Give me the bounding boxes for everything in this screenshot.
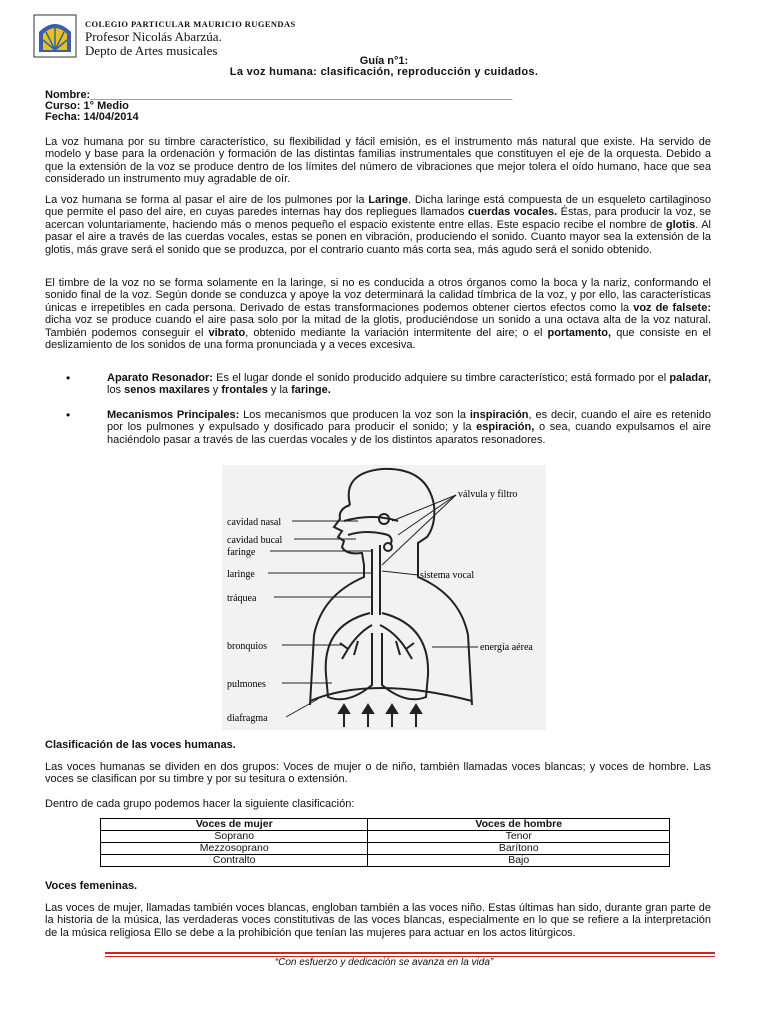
bullet-icon: • xyxy=(66,408,71,422)
table-cell: Bajo xyxy=(368,855,670,867)
text-run: Es el lugar donde el sonido producido adquiere su timbre característico; está formado por el xyxy=(212,372,670,384)
table-header: Voces de hombre xyxy=(368,819,670,831)
school-logo xyxy=(33,14,77,58)
label-bronquios: bronquios xyxy=(227,641,267,652)
classification-heading: Clasificación de las voces humanas. xyxy=(45,739,236,751)
term-inspiracion: inspiración xyxy=(469,409,529,421)
text-run: , obtenido mediante la variación intermitente del aire; o el xyxy=(245,326,548,339)
term-laringe: Laringe xyxy=(368,194,408,206)
bullet-icon: • xyxy=(66,371,71,385)
classification-paragraph: Las voces humanas se dividen en dos grupos: Voces de mujer o de niño, también llamadas voces blancas; y voces de hombre. Las voces se clasifican por su timbre y por su tesitura o extensión. xyxy=(45,761,711,786)
table-row xyxy=(101,831,670,843)
name-field: Nombre:_____________________________________________________________________ xyxy=(45,89,513,101)
label-cavidad-bucal: cavidad bucal xyxy=(227,535,283,546)
text-run: La voz humana se forma al pasar el aire de los pulmones por la xyxy=(45,194,369,206)
text-run: y xyxy=(209,384,222,397)
text-run: . Al pasar el aire a través de las cuerdas vocales, estas se ponen en vibración, produciendo el sonido. Cuanto mayor sea la extensión de la glotis, más grave será el sonido que se produzca, por el contrario cuanto más corta sea, más agudo será el sonido obtenido. xyxy=(45,218,711,256)
term-vibrato: vibrato xyxy=(208,326,246,339)
term-paladar: paladar, xyxy=(669,372,711,384)
text-run: , es decir, cuando el aire es retenido por los pulmones y expulsado y dosificado para producir el sonido; y la xyxy=(107,409,711,434)
course-field: Curso: 1° Medio xyxy=(45,100,129,112)
table-cell: Soprano xyxy=(101,831,368,843)
label-sistema-vocal: sistema vocal xyxy=(420,570,475,581)
label-cavidad-nasal: cavidad nasal xyxy=(227,517,282,528)
term-senos-maxilares: senos maxilares xyxy=(124,384,210,397)
label-pulmones: pulmones xyxy=(227,679,266,690)
timbre-paragraph xyxy=(45,277,711,351)
text-run: dicha voz se produce cuando el aire pasa solo por la mitad de la glotis, produciéndose un sonido a una octava alta de la voz natural. También podemos conseguir el xyxy=(45,314,711,339)
female-voices-heading: Voces femeninas. xyxy=(45,880,138,892)
term-frontales: frontales xyxy=(221,384,268,397)
term-portamento: portamento, xyxy=(547,326,612,339)
bullet-title: Aparato Resonador: xyxy=(107,372,213,384)
label-diafragma: diafragma xyxy=(227,713,268,724)
footer-motto: “Con esfuerzo y dedicación se avanza en la vida” xyxy=(274,957,494,968)
date-field: Fecha: 14/04/2014 xyxy=(45,111,139,123)
vocal-system-diagram xyxy=(222,465,546,730)
label-energia-aerea: energía aérea xyxy=(480,642,533,653)
label-traquea: tráquea xyxy=(227,593,257,604)
text-run: Éstas, para producir la voz, se acercan voluntariamente, haciendo más o menos pequeño el espacio existente entre ellas. Este espacio recibe el nombre de xyxy=(45,206,711,231)
school-name: COLEGIO PARTICULAR MAURICIO RUGENDAS xyxy=(85,19,296,29)
female-voices-paragraph: Las voces de mujer, llamadas también voces blancas, engloban también a las voces niño. Estas últimas han sido, durante gran parte de la historia de la música, las verdaderas voces constitutivas de las voces blancas, especialmente en lo que se refiere a la interpretación de la música religiosa Ello se debe a la prohibición que tenían las mujeres para actuar en los actos litúrgicos. xyxy=(45,902,711,939)
table-cell: Mezzosoprano xyxy=(101,843,368,855)
bullet-resonator xyxy=(107,372,711,397)
table-row xyxy=(101,843,670,855)
larynx-paragraph xyxy=(45,194,711,256)
text-run: los xyxy=(107,384,125,397)
text-run: . Dicha laringe está compuesta de un esqueleto cartilaginoso que permite el paso del aire, en cuyas paredes internas hay dos repliegues llamados xyxy=(45,194,712,219)
guide-number: Guía n°1: xyxy=(359,55,409,67)
classification-intro: Dentro de cada grupo podemos hacer la siguiente clasificación: xyxy=(45,798,355,810)
department: Depto de Artes musicales xyxy=(85,43,218,58)
term-cuerdas-vocales: cuerdas vocales. xyxy=(468,206,558,219)
text-run: Los mecanismos que producen la voz son la xyxy=(239,409,470,421)
label-valvula: válvula y filtro xyxy=(458,489,518,500)
teacher-name: Profesor Nicolás Abarzúa. xyxy=(85,29,222,44)
text-run: o sea, cuando expulsamos el aire haciéndolo pasar a través de las cuerdas vocales y de los distintos aparatos resonadores. xyxy=(107,421,711,446)
table-header: Voces de mujer xyxy=(101,819,368,831)
term-voz-de-falsete: voz de falsete: xyxy=(633,301,711,314)
text-run: y la xyxy=(267,384,292,397)
text-run: que consiste en el deslizamiento de los sonidos de una forma pronunciada y a veces excesiva. xyxy=(45,326,712,352)
term-faringe: faringe. xyxy=(291,384,331,397)
footer-divider xyxy=(105,952,715,954)
table-header-row xyxy=(101,819,670,831)
term-glotis: glotis xyxy=(665,218,696,231)
voice-table xyxy=(100,818,670,867)
bullet-mechanisms xyxy=(107,409,711,446)
term-espiracion: espiración, xyxy=(476,421,535,434)
table-cell: Tenor xyxy=(368,831,670,843)
intro-paragraph: La voz humana por su timbre característico, su flexibilidad y fácil emisión, es el instrumento más natural que existe. Ha servido de modelo y base para la ordenación y formación de las distintas familias instrumentales que constituyen el eje de la orquesta. Debido a que la extensión de la voz se produce dentro de los límites del número de vibraciones que mejor tolera el oído humano, hace que sea considerado un instrumento muy agradable de oír. xyxy=(45,136,711,186)
table-cell: Barítono xyxy=(368,843,670,855)
label-faringe: faringe xyxy=(227,547,256,558)
page-title: La voz humana: clasificación, reproducción y cuidados. xyxy=(229,66,539,78)
table-row xyxy=(101,855,670,867)
table-cell: Contralto xyxy=(101,855,368,867)
label-laringe: laringe xyxy=(227,569,255,580)
bullet-title: Mecanismos Principales: xyxy=(107,409,240,421)
text-run: El timbre de la voz no se forma solamente en la laringe, si no es conducida a otros órganos como la boca y la nariz, conformando el sonido final de la voz. Según donde se conduzca y apoye la voz determinará la calidad tímbrica de la voz, y por ello, las características únicas e irrepetibles en cada persona. Derivado de estas transformaciones podemos obtener ciertos efectos como la xyxy=(45,277,711,314)
